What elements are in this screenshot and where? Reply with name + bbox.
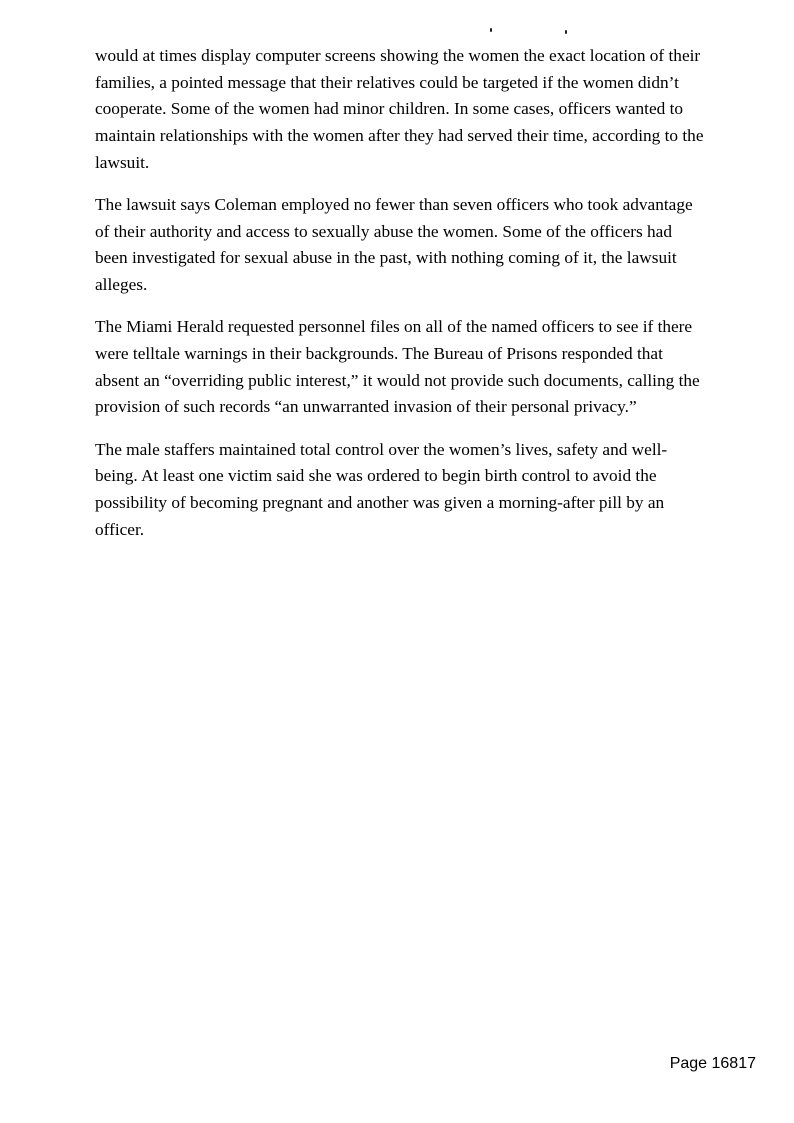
paragraph: The lawsuit says Coleman employed no fewer than seven officers who took advantage of their authority and access to sexually abuse the women. Some of the officers had been investigated for sexual abuse in the past, with nothing coming of it, the lawsuit alleges. (95, 195, 693, 295)
paragraph: The Miami Herald requested personnel files on all of the named officers to see if there were telltale warnings in their backgrounds. The Bureau of Prisons responded that absent an “overriding public interest,” it would not provide such documents, calling the provision of such records “an unwarranted invasion of their personal privacy.” (95, 317, 700, 417)
clipped-previous-line (95, 24, 705, 38)
paragraph: The male staffers maintained total control over the women’s lives, safety and well-being. At least one victim said she was ordered to begin birth control to avoid the possibility of becoming pregnant and another was given a morning-after pill by an officer. (95, 439, 668, 539)
text-fragment-mark (490, 28, 492, 32)
page-number: Page 16817 (669, 1055, 756, 1072)
paragraph: would at times display computer screens showing the women the exact location of their families, a pointed message that their relatives could be targeted if the women didn’t cooperate. Some of the women had minor children. In some cases, officers wanted to maintain relationships with the women after they had served their time, according to the lawsuit. (95, 46, 704, 172)
article-body (95, 43, 705, 559)
text-fragment-mark (565, 30, 567, 34)
